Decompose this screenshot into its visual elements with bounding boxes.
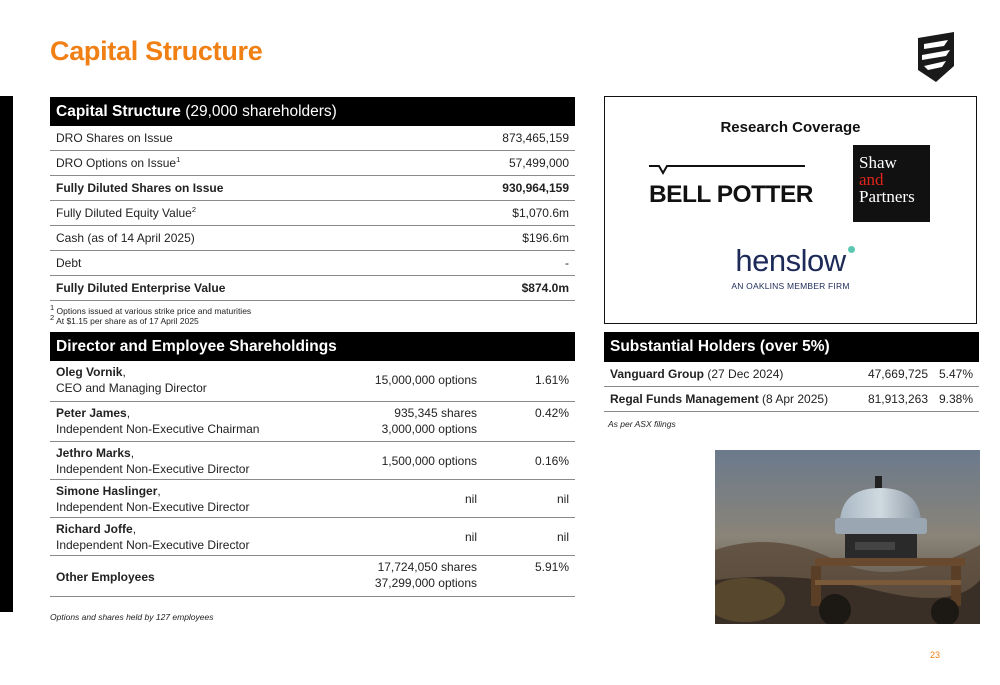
bell-potter-text: BELL POTTER xyxy=(649,181,813,208)
director-shareholdings-header: Director and Employee Shareholdings xyxy=(50,332,575,361)
director-name-cell: Peter James, Independent Non-Executive Chairman xyxy=(56,406,260,436)
director-name: Peter James xyxy=(56,406,127,420)
holding-quantity-line: nil xyxy=(464,492,477,506)
capital-structure-table xyxy=(50,97,575,301)
substantial-holder-row xyxy=(604,387,979,412)
company-logo-icon xyxy=(914,30,958,84)
capital-structure-row xyxy=(50,251,575,276)
holder-date: (27 Dec 2024) xyxy=(704,367,784,381)
row-label-text: DRO Shares on Issue xyxy=(56,131,173,145)
holding-percent: 0.16% xyxy=(534,454,569,468)
director-role: CEO and Managing Director xyxy=(56,381,207,395)
holding-quantity-line: 15,000,000 options xyxy=(374,373,477,387)
footnote-2: $^2$ At $1.15 per share as of 17 April 2025 xyxy=(50,313,199,326)
holding-quantity xyxy=(307,518,477,555)
shaw-line-2: and xyxy=(859,170,884,189)
shaw-line-1: Shaw xyxy=(859,153,897,172)
director-row xyxy=(50,556,575,597)
holder-date: (8 Apr 2025) xyxy=(758,392,829,406)
capital-structure-heading: Capital Structure xyxy=(56,103,181,120)
row-label xyxy=(56,156,180,170)
henslow-dot-icon xyxy=(848,246,855,253)
substantial-holder-row xyxy=(604,362,979,387)
row-label xyxy=(56,231,195,245)
holding-quantity xyxy=(307,442,477,479)
holding-quantity-line: 37,299,000 options xyxy=(374,576,477,590)
row-label-text: Fully Diluted Shares on Issue xyxy=(56,181,224,195)
row-label-text: Debt xyxy=(56,256,82,270)
capital-structure-row xyxy=(50,201,575,226)
employees-note: Options and shares held by 127 employees xyxy=(50,612,214,622)
director-role: Independent Non-Executive Director xyxy=(56,538,250,552)
holding-quantity-line: 1,500,000 options xyxy=(381,454,477,468)
shaw-line-3: Partners xyxy=(859,187,915,206)
henslow-logo xyxy=(605,243,976,291)
capital-structure-row xyxy=(50,176,575,201)
director-name: Oleg Vornik xyxy=(56,365,123,379)
holding-quantity xyxy=(307,480,477,517)
henslow-subtitle: AN OAKLINS MEMBER FIRM xyxy=(731,281,850,291)
row-label xyxy=(56,281,225,295)
holding-percent: nil xyxy=(556,530,569,544)
capital-structure-row xyxy=(50,126,575,151)
capital-structure-row xyxy=(50,226,575,251)
director-row xyxy=(50,361,575,402)
director-name-cell xyxy=(56,556,307,596)
bell-potter-mark-icon xyxy=(649,165,805,175)
director-name: Jethro Marks xyxy=(56,446,131,460)
holder-name-cell xyxy=(610,367,838,381)
holder-amount: 47,669,725 xyxy=(867,367,928,381)
row-value: $196.6m xyxy=(522,231,569,245)
shareholder-count: (29,000 shareholders) xyxy=(180,103,337,120)
row-footnote-marker: 2 xyxy=(191,205,197,214)
capital-structure-row xyxy=(50,151,575,176)
director-name-cell: Richard Joffe, Independent Non-Executive Director xyxy=(56,522,250,552)
holding-quantity-line: nil xyxy=(464,530,477,544)
row-label xyxy=(56,181,223,195)
row-footnote-marker: 1 xyxy=(176,155,181,164)
holding-quantity xyxy=(307,402,477,441)
director-row xyxy=(50,442,575,480)
holding-quantity-line: 17,724,050 shares xyxy=(377,560,477,574)
product-photo xyxy=(715,450,980,624)
holder-name: Regal Funds Management xyxy=(610,392,759,406)
director-name: Richard Joffe xyxy=(56,522,133,536)
row-value: 930,964,159 xyxy=(502,181,569,195)
capital-structure-row xyxy=(50,276,575,301)
page-number: 23 xyxy=(930,650,941,660)
holding-quantity xyxy=(307,556,477,596)
holding-quantity-line: 3,000,000 options xyxy=(381,422,477,436)
holding-percent: 0.42% xyxy=(534,406,569,420)
row-value: $1,070.6m xyxy=(512,206,569,220)
holder-name-cell xyxy=(610,392,838,406)
holding-percent: 1.61% xyxy=(534,373,569,387)
row-label-text: DRO Options on Issue xyxy=(56,156,177,170)
bell-potter-logo xyxy=(649,165,813,209)
director-name-cell: Jethro Marks, Independent Non-Executive Director xyxy=(56,446,250,476)
row-label xyxy=(56,206,196,220)
research-coverage-title: Research Coverage xyxy=(720,119,861,136)
director-row xyxy=(50,480,575,518)
shaw-and-partners-logo xyxy=(853,145,930,222)
research-coverage-box xyxy=(604,96,977,324)
substantial-holders-table xyxy=(604,332,979,412)
holder-percent: 9.38% xyxy=(938,392,973,406)
capital-structure-header xyxy=(50,97,575,126)
asx-filings-note: As per ASX filings xyxy=(608,419,676,429)
director-role: Independent Non-Executive Director xyxy=(56,500,250,514)
director-row xyxy=(50,402,575,442)
row-label-text: Fully Diluted Enterprise Value xyxy=(56,281,226,295)
row-value: 873,465,159 xyxy=(502,131,569,145)
director-name: Simone Haslinger xyxy=(56,484,158,498)
holder-amount: 81,913,263 xyxy=(867,392,928,406)
director-name: Other Employees xyxy=(56,570,155,584)
row-value: 57,499,000 xyxy=(508,156,569,170)
row-value: - xyxy=(565,256,569,270)
row-value: $874.0m xyxy=(521,281,569,295)
holder-name: Vanguard Group xyxy=(610,367,705,381)
holding-percent: nil xyxy=(556,492,569,506)
director-role: Independent Non-Executive Director xyxy=(56,462,250,476)
page-title: Capital Structure xyxy=(50,36,263,66)
director-row xyxy=(50,518,575,556)
row-label xyxy=(56,131,173,145)
director-name-cell: Simone Haslinger, Independent Non-Executive Director xyxy=(56,484,250,514)
left-accent-bar xyxy=(0,96,13,612)
holder-percent: 5.47% xyxy=(938,367,973,381)
footnote-1: $^1$ Options issued at various strike price and maturities xyxy=(50,303,252,316)
holding-percent: 5.91% xyxy=(534,560,569,574)
director-role: Independent Non-Executive Chairman xyxy=(56,422,260,436)
row-label-text: Fully Diluted Equity Value xyxy=(56,206,192,220)
row-label xyxy=(56,256,81,270)
holding-quantity-line: 935,345 shares xyxy=(394,406,477,420)
substantial-holders-header: Substantial Holders (over 5%) xyxy=(604,332,979,362)
holding-quantity xyxy=(307,361,477,401)
director-name-cell: Oleg Vornik, CEO and Managing Director xyxy=(56,365,207,395)
director-shareholdings-table xyxy=(50,332,575,597)
henslow-text: henslow xyxy=(735,243,846,278)
row-label-text: Cash (as of 14 April 2025) xyxy=(56,231,195,245)
